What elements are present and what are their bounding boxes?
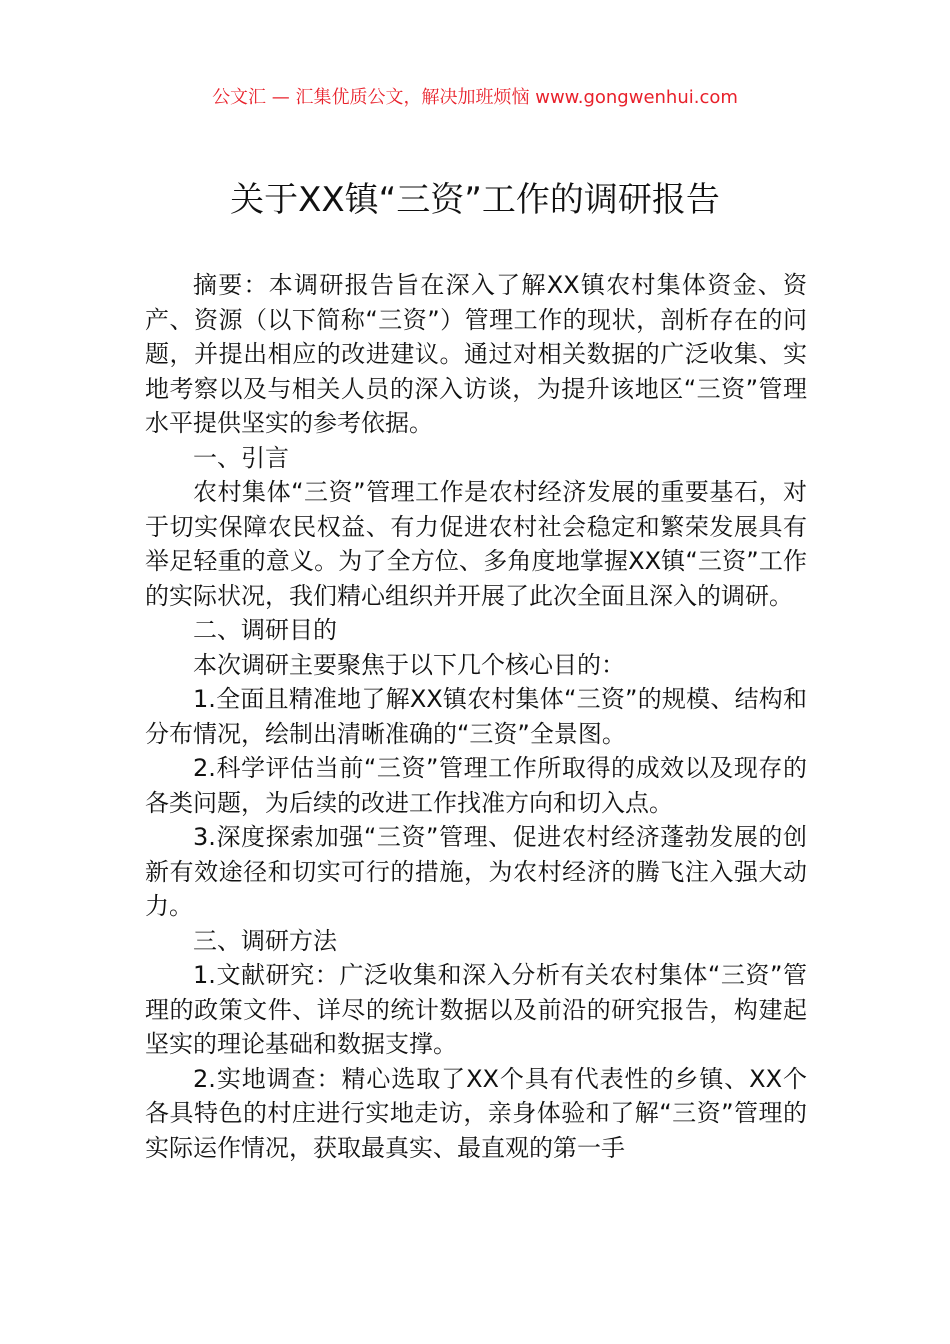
document-body bbox=[145, 268, 807, 1165]
site-banner[interactable]: 公文汇 — 汇集优质公文，解决加班烦恼 www.gongwenhui.com bbox=[212, 87, 738, 108]
purpose-item-2: 2.科学评估当前“三资”管理工作所取得的成效以及现存的各类问题，为后续的改进工作找准方向和切入点。 bbox=[145, 754, 807, 817]
document-title: 关于XX镇“三资”工作的调研报告 bbox=[230, 180, 720, 220]
section-heading-introduction: 一、引言 bbox=[193, 443, 289, 472]
section-heading-methods: 三、调研方法 bbox=[193, 926, 337, 955]
method-item-1: 1.文献研究：广泛收集和深入分析有关农村集体“三资”管理的政策文件、详尽的统计数据以及前沿的研究报告，构建起坚实的理论基础和数据支撑。 bbox=[145, 961, 807, 1058]
section-heading-purpose: 二、调研目的 bbox=[193, 616, 337, 644]
purpose-item-1: 1.全面且精准地了解XX镇农村集体“三资”的规模、结构和分布情况，绘制出清晰准确的“三资”全景图。 bbox=[145, 685, 807, 748]
introduction-paragraph: 农村集体“三资”管理工作是农村经济发展的重要基石，对于切实保障农民权益、有力促进农村社会稳定和繁荣发展具有举足轻重的意义。为了全方位、多角度地掌握XX镇“三资”工作的实际状况，我们精心组织并开展了此次全面且深入的调研。 bbox=[145, 478, 807, 610]
purpose-item-3: 3.深度探索加强“三资”管理、促进农村经济蓬勃发展的创新有效途径和切实可行的措施，为农村经济的腾飞注入强大动力。 bbox=[145, 823, 807, 920]
abstract-paragraph: 摘要：本调研报告旨在深入了解XX镇农村集体资金、资产、资源（以下简称“三资”）管理工作的现状，剖析存在的问题，并提出相应的改进建议。通过对相关数据的广泛收集、实地考察以及与相关人员的深入访谈，为提升该地区“三资”管理水平提供坚实的参考依据。 bbox=[145, 271, 807, 437]
method-item-2: 2.实地调查：精心选取了XX个具有代表性的乡镇、XX个各具特色的村庄进行实地走访，亲身体验和了解“三资”管理的实际运作情况，获取最真实、最直观的第一手 bbox=[145, 1064, 807, 1162]
purpose-intro-paragraph: 本次调研主要聚焦于以下几个核心目的： bbox=[193, 650, 625, 679]
